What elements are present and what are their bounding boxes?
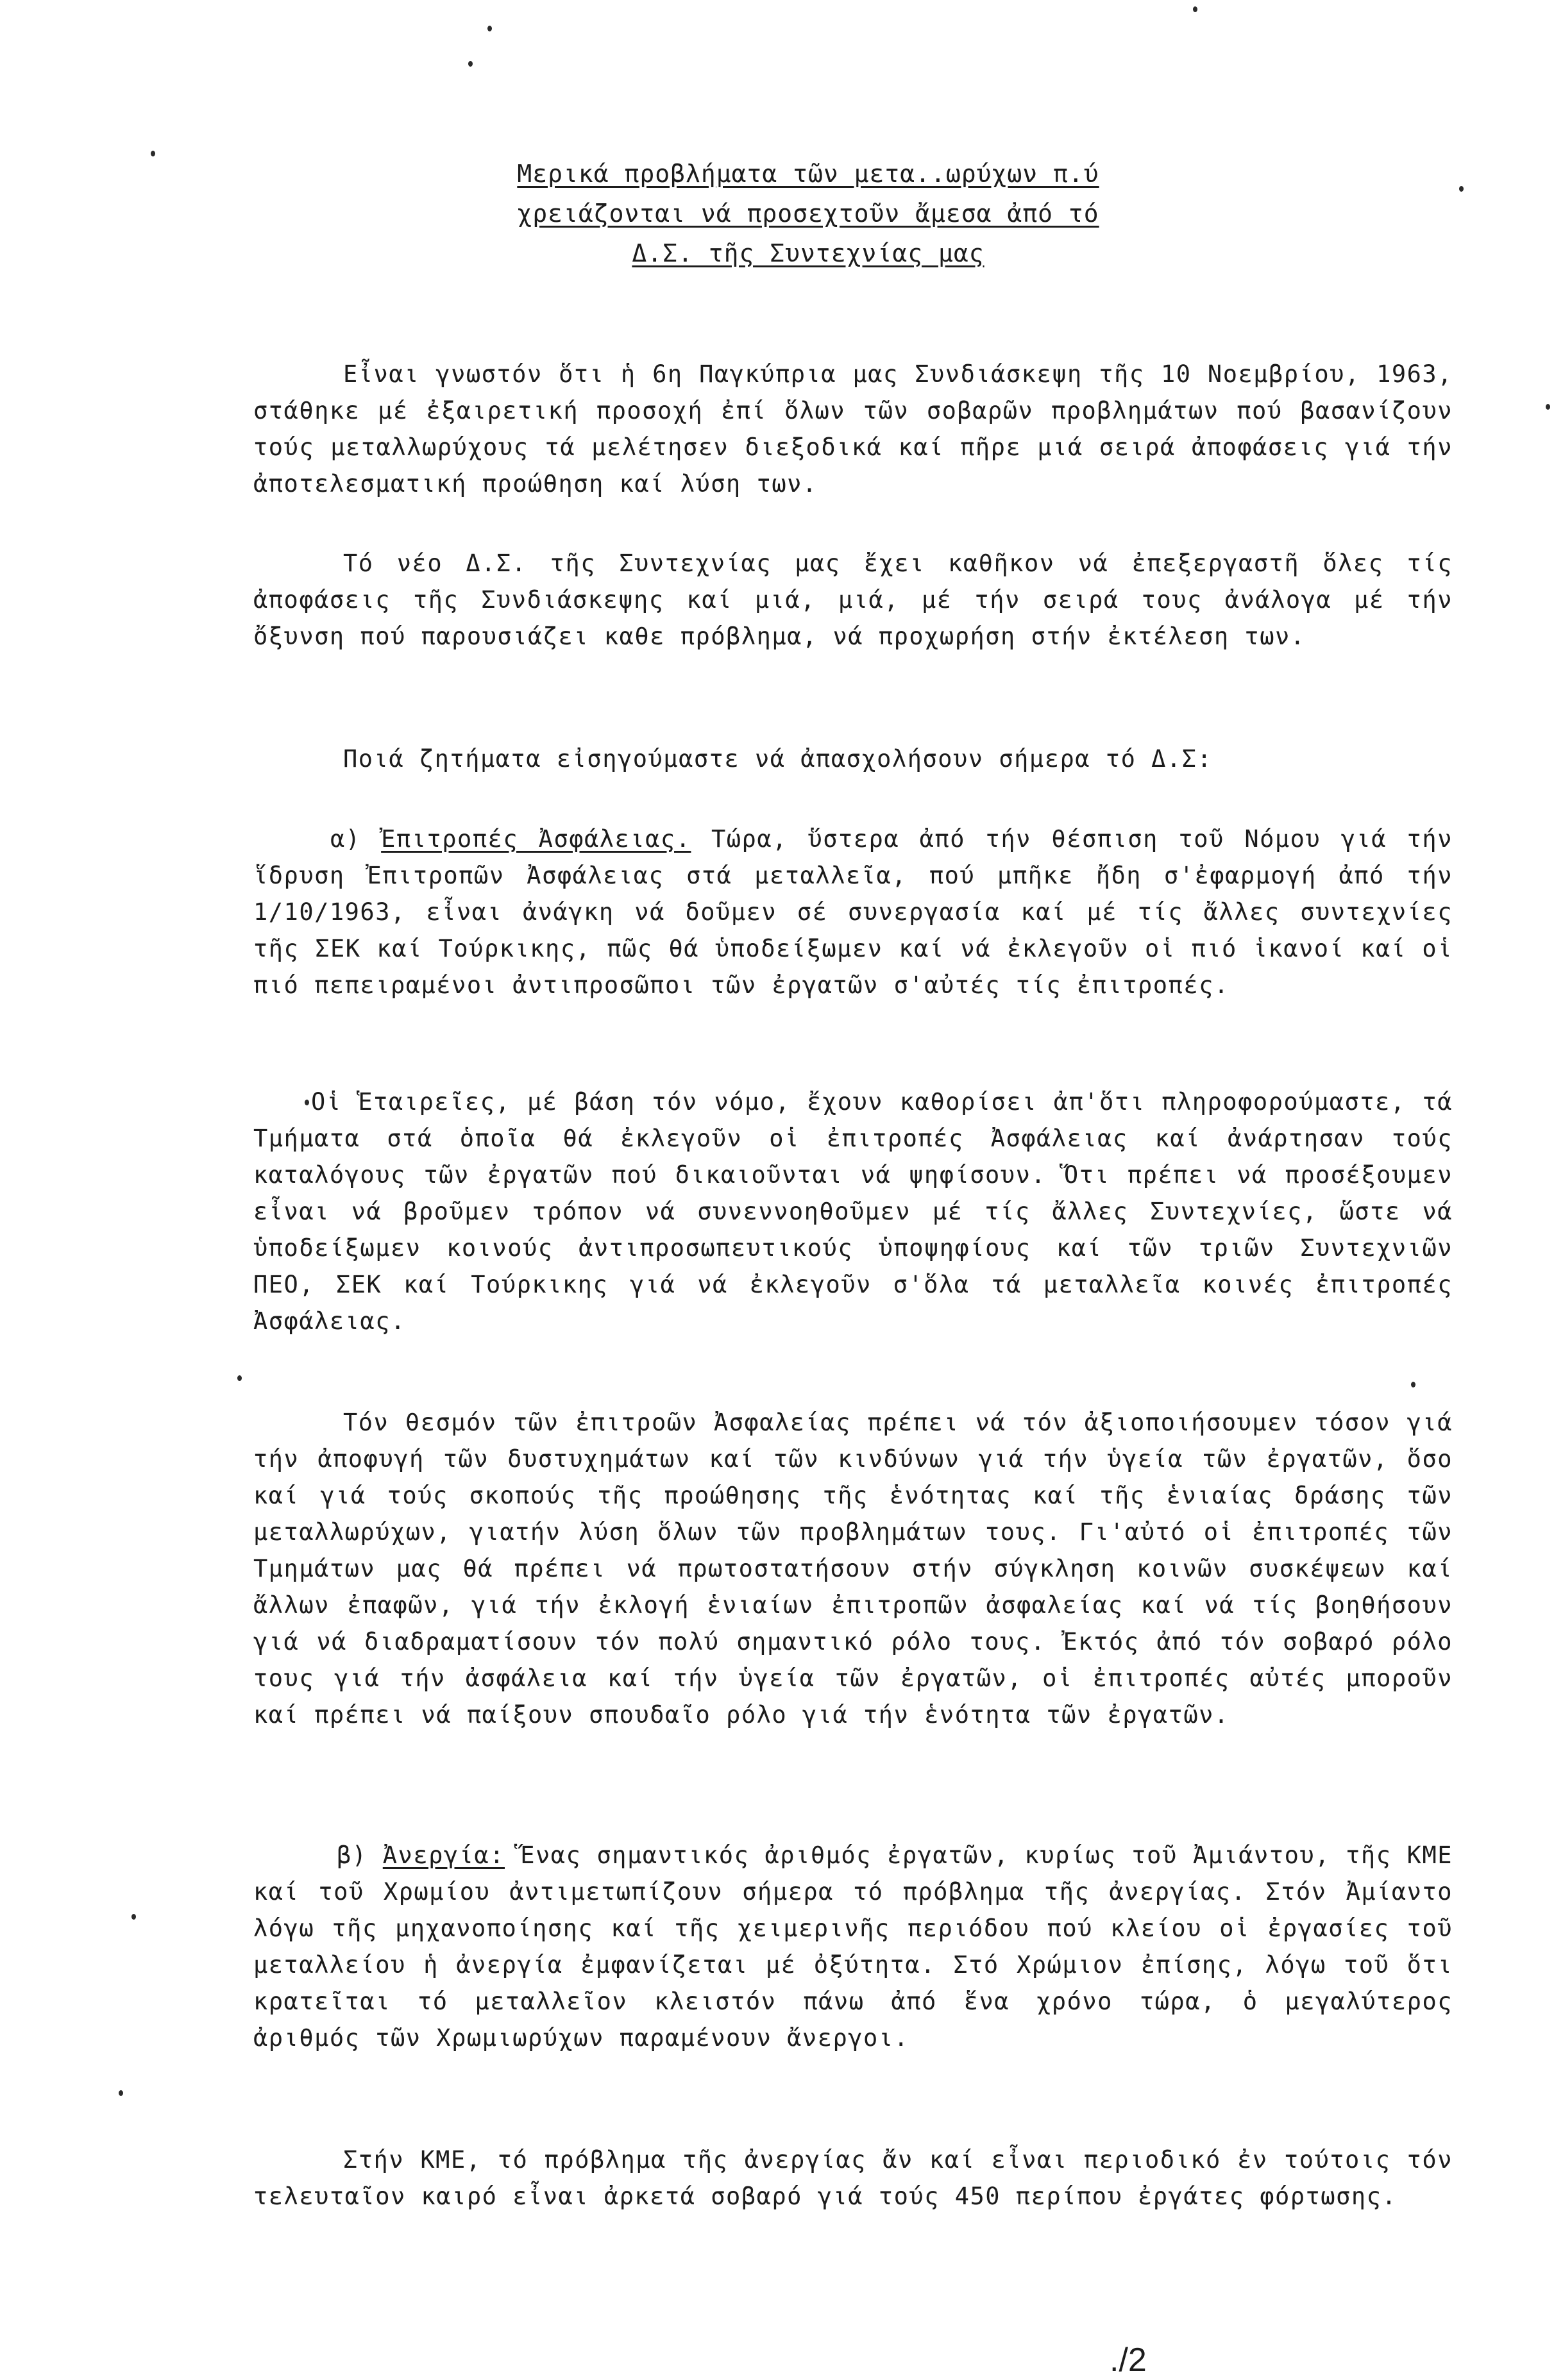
scan-speck [237, 1375, 242, 1381]
section-b-paragraph-1: β) Ἀνεργία: Ἕνας σημαντικός ἀριθμός ἐργατῶν, κυρίως τοῦ Ἀμιάντου, τῆς ΚΜΕ καί τοῦ Χρωμίου ἀντιμετωπίζουν σήμερα τό πρόβλημα τῆς ἀνεργίας. Στόν Ἀμίαντο λόγω τῆς μηχανοποίησης καί τῆς χειμερινῆς περιόδου πού κλείου οἱ ἐργασίες τοῦ μεταλλείου ἡ ἀνεργία ἐμφανίζεται μέ ὀξύτητα. Στό Χρώμιον ἐπίσης, λόγω τοῦ ὅτι κρατεῖται τό μεταλλεῖον κλειστόν πάνω ἀπό ἕνα χρόνο τώρα, ὁ μεγαλύτερος ἀριθμός τῶν Χρωμιωρύχων παραμένουν ἄνεργοι. [253, 1841, 1453, 2052]
title-line-2: χρειάζονται νά προσεχτοῦν ἄμεσα ἀπό τό [517, 199, 1099, 228]
section-b-marker: β) [337, 1841, 368, 1869]
document-title [359, 154, 1257, 273]
scan-speck [1411, 1382, 1415, 1387]
intro-paragraph-3: Ποιά ζητήματα εἰσηγούμαστε νά ἀπασχολήσουν σήμερα τό Δ.Σ: [343, 745, 1213, 773]
section-a-marker: α) [330, 825, 361, 853]
intro-paragraph-2: Τό νέο Δ.Σ. τῆς Συντεχνίας μας ἔχει καθῆκον νά ἐπεξεργαστῆ ὅλες τίς ἀποφάσεις τῆς Συνδιάσκεψης καί μιά, μιά, μέ τήν σειρά τους ἀνάλογα μέ τήν ὄξυνση πού παρουσιάζει καθε πρόβλημα, νά προχωρήση στήν ἐκτέλεση των. [253, 549, 1453, 650]
page-number: ./2 [1110, 2342, 1147, 2379]
scan-speck [1459, 186, 1464, 192]
scan-speck [119, 2090, 123, 2096]
section-b-heading: Ἀνεργία: [382, 1841, 505, 1869]
intro-paragraph-1: Εἶναι γνωστόν ὅτι ἡ 6η Παγκύπρια μας Συνδιάσκεψη τῆς 10 Νοεμβρίου, 1963, στάθηκε μέ ἐξαιρετική προσοχή ἐπί ὅλων τῶν σοβαρῶν προβλημάτων πού βασανίζουν τούς μεταλλωρύχους τά μελέτησεν διεξοδικά καί πῆρε μιά σειρά ἀποφάσεις γιά τήν ἀποτελεσματική προώθηση καί λύση των. [253, 360, 1453, 498]
section-a-paragraph-1: α) Ἐπιτροπές Ἀσφάλειας. Τώρα, ὕστερα ἀπό τήν θέσπιση τοῦ Νόμου γιά τήν ἵδρυση Ἐπιτροπῶν Ἀσφάλειας στά μεταλλεῖα, πού μπῆκε ἤδη σ'ἐφαρμογή ἀπό τήν 1/10/1963, εἶναι ἀνάγκη νά δοῦμεν σέ συνεργασία καί μέ τίς ἄλλες συντεχνίες τῆς ΣΕΚ καί Τούρκικης, πῶς θά ὑποδείξωμεν καί νά ἐκλεγοῦν οἱ πιό ἱκανοί καί οἱ πιό πεπειραμένοι ἀντιπροσῶποι τῶν ἐργατῶν σ'αὐτές τίς ἐπιτροπές. [253, 825, 1453, 999]
scan-speck [305, 1100, 309, 1105]
section-b-paragraph-2: Στήν ΚΜΕ, τό πρόβλημα τῆς ἀνεργίας ἄν καί εἶναι περιοδικό ἐν τούτοις τόν τελευταῖον καιρό εἶναι ἀρκετά σοβαρό γιά τούς 450 περίπου ἐργάτες φόρτωσης. [253, 2146, 1453, 2210]
scan-speck [1546, 404, 1550, 410]
section-a-paragraph-2: Οἱ Ἑταιρεῖες, μέ βάση τόν νόμο, ἔχουν καθορίσει ἀπ'ὅτι πληροφορούμαστε, τά Τμήματα στά ὁποῖα θά ἐκλεγοῦν οἱ ἐπιτροπές Ἀσφάλειας καί ἀνάρτησαν τούς καταλόγους τῶν ἐργατῶν πού δικαιοῦνται νά ψηφίσουν. Ὅτι πρέπει νά προσέξουμεν εἶναι νά βροῦμεν τρόπον νά συνεννοηθοῦμεν μέ τίς ἄλλες Συντεχνίες, ὥστε νά ὑποδείξωμεν κοινούς ἀντιπροσωπευτικούς ὑποψηφίους καί τῶν τριῶν Συντεχνιῶν ΠΕΟ, ΣΕΚ καί Τούρκικης γιά νά ἐκλεγοῦν σ'ὅλα τά μεταλλεῖα κοινές ἐπιτροπές Ἀσφάλειας. [253, 1088, 1453, 1335]
scan-speck [468, 61, 473, 67]
scan-speck [131, 1914, 136, 1920]
section-a-heading: Ἐπιτροπές Ἀσφάλειας. [381, 825, 691, 853]
scan-speck [151, 151, 155, 156]
section-a-paragraph-3: Τόν θεσμόν τῶν ἐπιτροῶν Ἀσφαλείας πρέπει νά τόν ἀξιοποιήσουμεν τόσον γιά τήν ἀποφυγή τῶν δυστυχημάτων καί τῶν κινδύνων γιά τήν ὑγεία τῶν ἐργατῶν, ὅσο καί γιά τούς σκοπούς τῆς προώθησης τῆς ἑνότητας καί τῆς ἑνιαίας δράσης τῶν μεταλλωρύχων, γιατήν λύση ὅλων τῶν προβλημάτων τους. Γι'αὐτό οἱ ἐπιτροπές τῶν Τμημάτων μας θά πρέπει νά πρωτοστατήσουν στήν σύγκληση κοινῶν συσκέψεων καί ἄλλων ἐπαφῶν, γιά τήν ἐκλογή ἑνιαίων ἐπιτροπῶν ἀσφαλείας καί νά τίς βοηθήσουν γιά νά διαδραματίσουν τόν πολύ σημαντικό ρόλο τους. Ἐκτός ἀπό τόν σοβαρό ρόλο τους γιά τήν ἀσφάλεια καί τήν ὑγεία τῶν ἐργατῶν, οἱ ἐπιτροπές αὐτές μποροῦν καί πρέπει νά παίξουν σπουδαῖο ρόλο γιά τήν ἑνότητα τῶν ἐργατῶν. [253, 1409, 1453, 1729]
scan-speck [1193, 6, 1197, 12]
title-line-1: Μερικά προβλήματα τῶν μετα..ωρύχων π.ύ [517, 160, 1099, 188]
title-line-3: Δ.Σ. τῆς Συντεχνίας μας [632, 239, 984, 267]
scan-speck [487, 26, 492, 31]
